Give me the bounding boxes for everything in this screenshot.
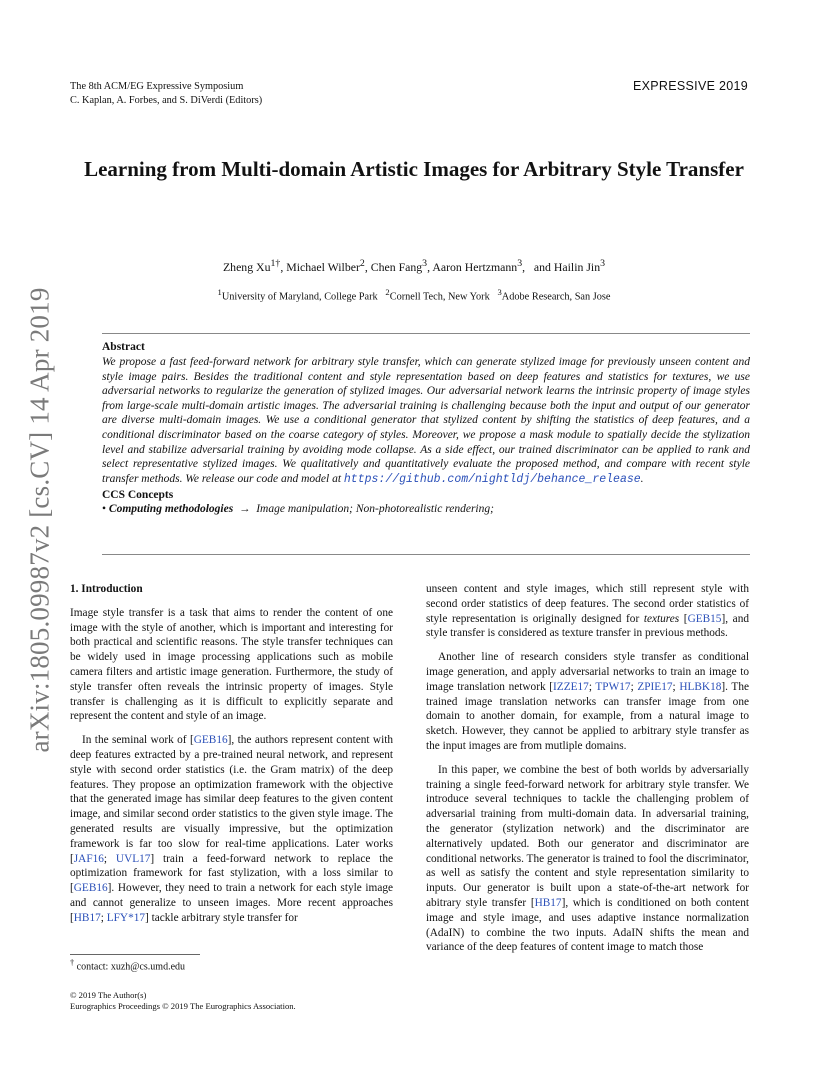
citation-link[interactable]: HB17 [534, 896, 562, 909]
author-name: Michael Wilber [286, 259, 360, 274]
ccs-concepts [102, 488, 750, 516]
text-run: ]. However, they need to train a network for each style image and cannot generalize to unseen images. More recent approaches [ [70, 882, 393, 924]
text-run: unseen content and style images, which still represent style with second order statistics of deep features. The second order statistics of style representation is originally designed for [426, 583, 749, 625]
author-sup: 2 [359, 258, 365, 269]
abstract-section [102, 340, 750, 516]
section-heading: 1. Introduction [70, 583, 143, 595]
author-sup: 3 [422, 258, 428, 269]
citation-link[interactable]: HB17 [73, 911, 101, 924]
intro-paragraph-2: In the seminal work of [GEB16], the authors represent content with deep features extracted by a pre-trained neural network, and represent style with second order statistics (i.e. the Gram matrix) of the deep features. They propose an optimization framework with the objective that the generated image has similar deep features to the given content image, and similar second order statistics to the given style image. The generated results are visually impressive, but the optimization framework is far too slow for real-time applications. Later works [JAF16; UVL17] train a feed-forward network to replace the optimization framework for fast stylization, with a loss similar to [GEB16]. However, they need to train a network for each style image and cannot generalize to unseen images. More recent approaches [HB17; LFY*17] tackle arbitrary style transfer for [70, 734, 394, 924]
citation-link[interactable]: IZZE17 [553, 680, 589, 693]
citation-link[interactable]: JAF16 [73, 852, 104, 865]
paper-title: Learning from Multi-domain Artistic Images for Arbitrary Style Transfer [84, 157, 744, 181]
arxiv-id: arXiv:1805.09987v2 [cs.CV] 14 Apr 2019 [24, 287, 55, 753]
text-run: ] tackle arbitrary style transfer for [145, 911, 298, 924]
author-name: Chen Fang [370, 259, 423, 274]
arxiv-stamp [20, 0, 60, 1072]
footnote-text: contact: xuzh@cs.umd.edu [76, 961, 186, 973]
code-release-link[interactable]: https://github.com/nightldj/behance_release [343, 472, 641, 486]
intro-paragraph-3: unseen content and style images, which still represent style with second order statistics of deep features. The second order statistics of style representation is originally designed for textures [GEB15], and style transfer is considered as texture transfer in previous methods. [426, 583, 749, 640]
citation-link[interactable]: UVL17 [115, 852, 151, 865]
ccs-topics: Image manipulation; Non-photorealistic rendering; [256, 503, 494, 516]
intro-paragraph-4: Another line of research considers style transfer as conditional image generation, and apply adversarial networks to train an image to image translation network [IZZE17; TPW17; ZPIE17; HLBK18]. The trained image translation networks can transfer image from one domain to another domain, for example, from a natural image to sketch. However, they cannot be applied to arbitrary style transfer as the input images are from mutliple domains. [426, 651, 749, 752]
citation-link[interactable]: HLBK18 [679, 680, 722, 693]
copyright-line: © 2019 The Author(s) [70, 990, 147, 1000]
footnote-rule [70, 954, 200, 955]
ccs-heading: CCS Concepts [102, 489, 174, 502]
citation-link[interactable]: TPW17 [595, 680, 631, 693]
author-name: and Hailin Jin [533, 259, 601, 274]
affiliation: Cornell Tech, New York [389, 291, 490, 303]
ccs-bullet: • [102, 503, 107, 516]
citation-link[interactable]: LFY*17 [106, 911, 146, 924]
editors-line: C. Kaplan, A. Forbes, and S. DiVerdi (Editors) [70, 95, 263, 106]
author-list: Zheng $Xu^{1\dagger}$, Michael Wilber$^2$, Chen Fang$^3$, Aaron Hertzmann$^3$, and Hailin Jin$^3$ [222, 258, 606, 274]
ccs-category: Computing methodologies [108, 503, 234, 516]
ccs-line [102, 502, 750, 516]
ccs-arrow: → [238, 503, 251, 516]
author-sup: 1† [270, 258, 281, 269]
intro-paragraph-5 [426, 763, 749, 955]
conference-label: EXPRESSIVE 2019 [633, 79, 748, 93]
affiliation-sup: 2 [385, 287, 390, 297]
affiliation-sup: 3 [497, 287, 502, 297]
citation-link[interactable]: ZPIE17 [637, 680, 673, 693]
intro-paragraph-1: Image style transfer is a task that aims to render the content of one image with the style of another, which is important and interesting for both practical and scientific reasons. The style transfer techniques can be widely used in image processing applications such as mobile camera filters and artistic image generation. Furthermore, the study of style transfer often reveals the intrinsic property of images. Style transfer is challenging as it is difficult to explicitly separate and represent the content and style of an image. [70, 606, 393, 723]
author-name: Zheng Xu [222, 259, 271, 274]
copyright-notice [70, 990, 296, 1012]
citation-link[interactable]: GEB16 [73, 882, 108, 895]
author-sup: 3 [600, 258, 606, 269]
abstract-bottom-rule [102, 554, 750, 555]
footnote-mark: † [70, 958, 75, 967]
text-run: In the seminal work of [82, 734, 190, 747]
author-name: Aaron Hertzmann [432, 259, 518, 274]
copyright-line: Eurographics Proceedings © 2019 The Eurographics Association. [70, 1001, 296, 1011]
text-run: In this paper, we combine the best of both worlds by adversarially training a single feed-forward network for arbitrary style transfer. We introduce several techniques to tackle the challenging problem of adversarial training from multi-domain data. In adversarial training, the generator (stylization network) and the discriminator are alternatively updated. Both our generator and discriminator are conditional networks. The generator is trained to fool the discriminator, as well as satisfy the content and style representation similarity to inputs. Our generator is built upon a state-of-the-art network for abitrary style transfer [ [426, 763, 749, 909]
text-run: Another line of research considers style transfer as conditional image generation, and apply adversarial networks to train an image to image translation network [ [426, 651, 749, 693]
text-run: ]. The trained image translation networks can transfer image from one domain to another domain, for example, from a natural image to sketch. However, they cannot be applied to arbitrary style transfer as the input images are from mutliple domains. [426, 680, 749, 752]
abstract-heading: Abstract [102, 341, 145, 353]
conference-line: The 8th ACM/EG Expressive Symposium [70, 81, 244, 92]
text-run: ], and style transfer is considered as texture transfer in previous methods. [426, 612, 749, 640]
citation-link[interactable]: GEB16 [193, 734, 228, 747]
affiliation-sup: 1 [217, 287, 222, 297]
abstract-top-rule [102, 333, 750, 334]
citation-link[interactable]: GEB15 [687, 612, 722, 625]
abstract-end: . [640, 472, 644, 485]
text-run: ], which is conditioned on both content image and style image, and uses adaptive instance normalization (AdaIN) to combine the two inputs. AdaIN shifts the mean and variance of the deep features of content image to match those [426, 896, 749, 954]
affiliation: University of Maryland, College Park [221, 291, 378, 303]
right-column [426, 582, 749, 964]
author-sup: 3 [517, 258, 523, 269]
left-column [70, 582, 393, 935]
text-run: ], the authors represent content with deep features extracted by a pre-trained neural network, and represent style with second order statistics (i.e. the Gram matrix) of the deep features. They propose an optimization framework with the objective that the generated image has similar deep features to the given content image, and similar second order statistics to the given style image. The generated results are visually impressive, but the optimization framework is far too slow for real-time applications. Later works [ [70, 734, 393, 865]
journal-header [70, 80, 470, 108]
footnote [70, 958, 185, 972]
emphasis: textures [643, 612, 680, 625]
affiliation-list [70, 287, 758, 302]
abstract-text: We propose a fast feed-forward network for arbitrary style transfer, which can generate stylized image for previously unseen content and style image pairs. Besides the traditional content and style representation based on deep features and statistics for textures, we use adversarial networks to regularize the generation of stylized images. Our adversarial network learns the intrinsic property of image styles from large-scale multi-domain artistic images. The adversarial training is challenging because both the input and output of our generator are diverse multi-domain images. We use a conditional generator that stylized content by shifting the statistics of deep features, and a conditional discriminator based on the coarse category of styles. Moreover, we propose a mask module to spatially decide the stylization level and stabilize adversarial training by avoiding mode collapse. As a side effect, our trained discriminator can be applied to rank and select representative stylized images. We qualitatively and quantitatively evaluate the proposed method, and compare with recent style transfer methods. We release our code and model at [102, 356, 750, 485]
abstract-body [102, 355, 750, 487]
text-run: ] train a feed-forward network to replace the optimization framework for fast stylization, with a loss similar to [ [70, 852, 394, 895]
affiliation: Adobe Research, San Jose [501, 291, 611, 303]
